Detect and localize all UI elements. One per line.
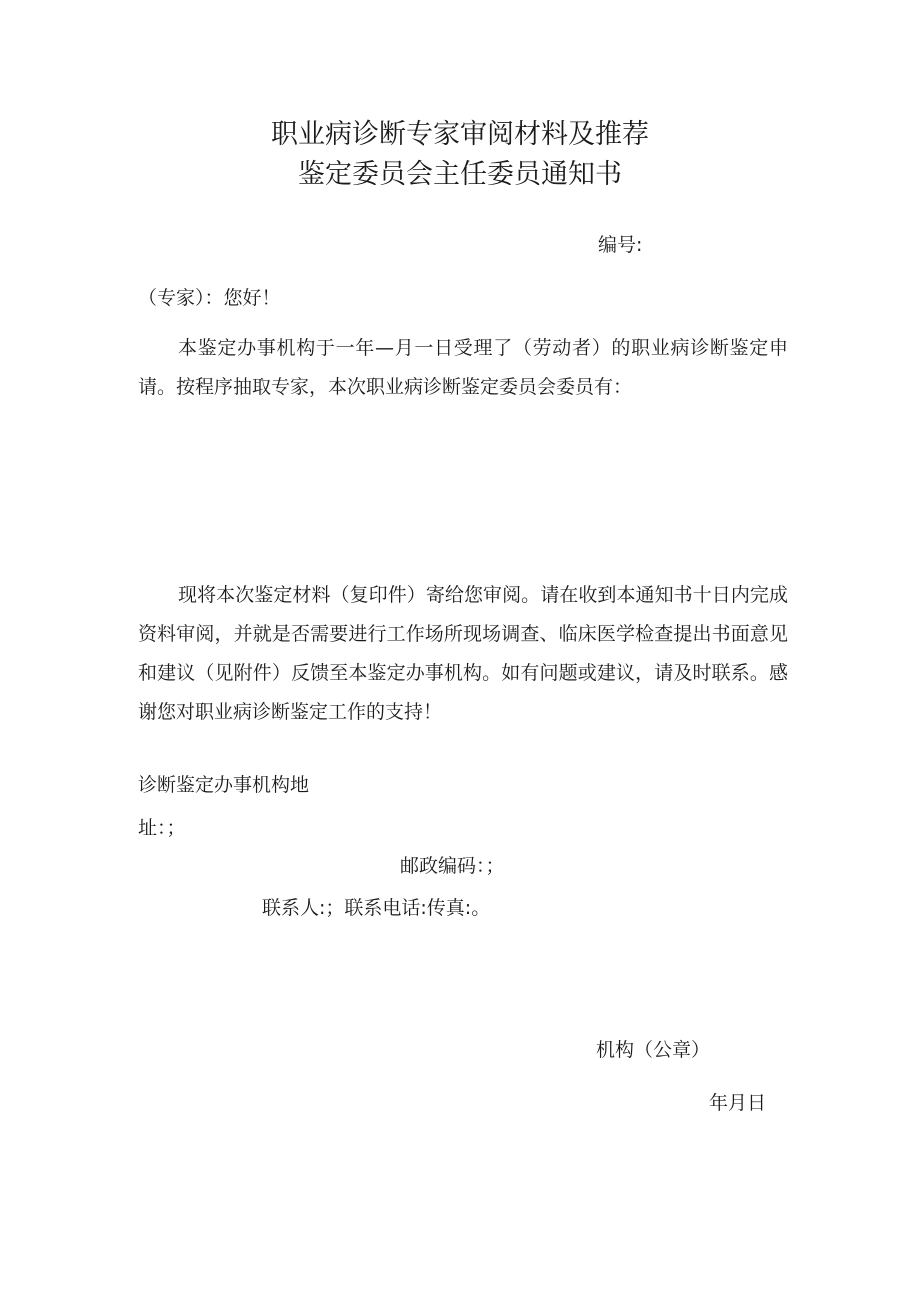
date-label: 年月日	[709, 1092, 767, 1114]
greeting: （专家）：您好！	[138, 287, 281, 309]
document-number-label: 编号:	[598, 234, 643, 256]
paragraph-review-request: 现将本次鉴定材料（复印件）寄给您审阅。请在收到本通知书十日内完成资料审阅，并就是否需要进行工作场所现场调查、临床医学检查提出书面意见和建议（见附件）反馈至本鉴定办事机构。如有问题或建议，请及时联系。感谢您对职业病诊断鉴定工作的支持！	[138, 584, 788, 723]
contact-info-label: 联系人:；联系电话:传真:。	[262, 897, 491, 919]
address-label-line-1: 诊断鉴定办事机构地	[138, 774, 310, 796]
document-title-line-2: 鉴定委员会主任委员通知书	[298, 159, 622, 190]
institution-seal-label: 机构（公章）	[596, 1039, 711, 1061]
paragraph-acceptance: 本鉴定办事机构于一年—月一日受理了（劳动者）的职业病诊断鉴定申请。按程序抽取专家，本次职业病诊断鉴定委员会委员有：	[138, 337, 788, 398]
address-label-line-2: 址：；	[138, 817, 186, 839]
document-title-line-1: 职业病诊断专家审阅材料及推荐	[271, 119, 649, 150]
postal-code-label: 邮政编码：；	[400, 855, 505, 877]
